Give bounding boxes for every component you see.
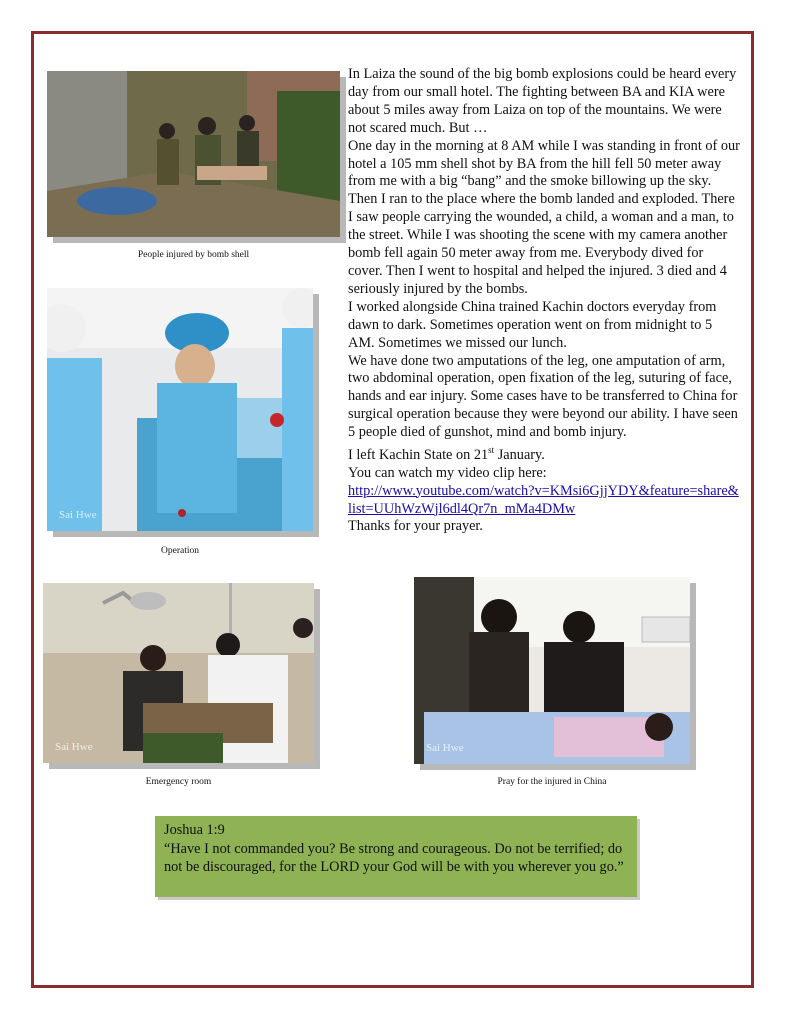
watermark: Sai Hwe	[59, 509, 97, 521]
watermark: Sai Hwe	[55, 741, 93, 753]
paragraph: One day in the morning at 8 AM while I was standing in front of our hotel a 105 mm shell shot by BA from the hill fell 50 meter away from me with a big “bang” and the smoke billowing up the sky. Then I ran to the place where the bomb landed and exploded. There I saw people carrying the wounded, a child, a woman and a man, to the street. While I was shooting the scene with my camera another bomb fell again 50 meter away from me. Everybody dived for cover. Then I went to hospital and helped the injured. 3 died and 4 seriously injured by the bombs.	[348, 137, 740, 297]
paragraph: In Laiza the sound of the big bomb explosions could be heard every day from our small hotel. The fighting between BA and KIA were about 5 miles away from Laiza on top of the mountains. We were not scared much. But …	[348, 66, 737, 136]
thanks-line: Thanks for your prayer.	[348, 518, 483, 535]
video-link[interactable]: http://www.youtube.com/watch?v=KMsi6GjjYDY&feature=share&list=UUhWzWjl6dl4Qr7n_mMa4DMw	[348, 482, 739, 517]
article-body	[348, 66, 740, 536]
caption-photo-2: Operation	[161, 546, 199, 556]
photo-injured-carried	[47, 71, 340, 237]
scripture-reference: Joshua 1:9	[164, 822, 225, 838]
left-date-line: I left Kachin State on 21st January.	[348, 445, 545, 463]
watermark: Sai Hwe	[426, 742, 464, 754]
paragraph: We have done two amputations of the leg, one amputation of arm, two abdominal operation, open fixation of the leg, suturing of face, hands and ear injury. Some cases have to be transferred to China for surgical operation because they were beyond our ability. I have seen 5 people died of gunshot, mind and bomb injury.	[348, 352, 738, 441]
photo-emergency-room	[43, 583, 314, 763]
scripture-quote-box	[155, 816, 637, 897]
caption-photo-4: Pray for the injured in China	[497, 777, 607, 787]
caption-photo-1: People injured by bomb shell	[137, 250, 250, 260]
paragraph: I worked alongside China trained Kachin doctors everyday from dawn to dark. Sometimes operation went on from midnight to 5 AM. Sometimes we missed our lunch.	[348, 298, 717, 351]
scripture-text: “Have I not commanded you? Be strong and courageous. Do not be terrified; do not be discouraged, for the LORD your God will be with you wherever you go.”	[164, 840, 624, 875]
caption-photo-3: Emergency room	[145, 777, 212, 787]
photo-pray-china	[414, 577, 690, 764]
photo-operation	[47, 288, 313, 531]
video-intro: You can watch my video clip here:	[348, 464, 547, 481]
